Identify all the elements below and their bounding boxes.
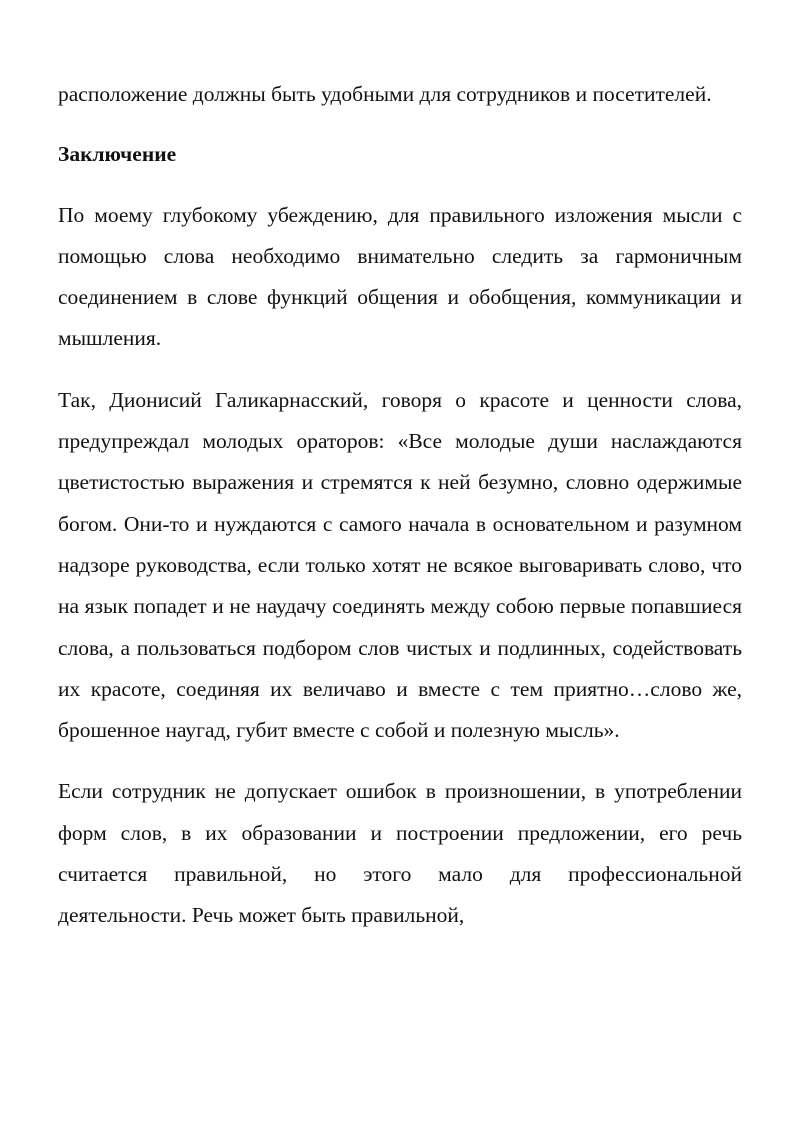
paragraph-conclusion-2: Так, Дионисий Галикарнасский, говоря о красоте и ценности слова, предупреждал молодых ораторов: «Все молодые души наслаждаются цветистостью выражения и стремятся к ней безумно, словно одержимые богом. Они-то и нуждаются с самого начала в основательном и разумном надзоре руководства, если только хотят не всякое выговаривать слово, что на язык попадет и не наудачу соединять между собою первые попавшиеся слова, а пользоваться подбором слов чистых и подлинных, содействовать их красоте, соединяя их величаво и вместе с тем приятно…слово же, брошенное наугад, губит вместе с собой и полезную мысль». bbox=[58, 387, 742, 743]
document-page bbox=[58, 74, 742, 937]
paragraph-continuation: расположение должны быть удобными для сотрудников и посетителей. bbox=[58, 82, 712, 106]
paragraph-conclusion-3: Если сотрудник не допускает ошибок в произношении, в употреблении форм слов, в их образовании и построении предложении, его речь считается правильной, но этого мало для профессиональной деятельности. Речь может быть правильной, bbox=[58, 779, 742, 928]
paragraph-conclusion-1: По моему глубокому убеждению, для правильного изложения мысли с помощью слова необходимо внимательно следить за гармоничным соединением в слове функций общения и обобщения, коммуникации и мышления. bbox=[58, 202, 742, 351]
section-heading-conclusion: Заключение bbox=[58, 142, 177, 167]
